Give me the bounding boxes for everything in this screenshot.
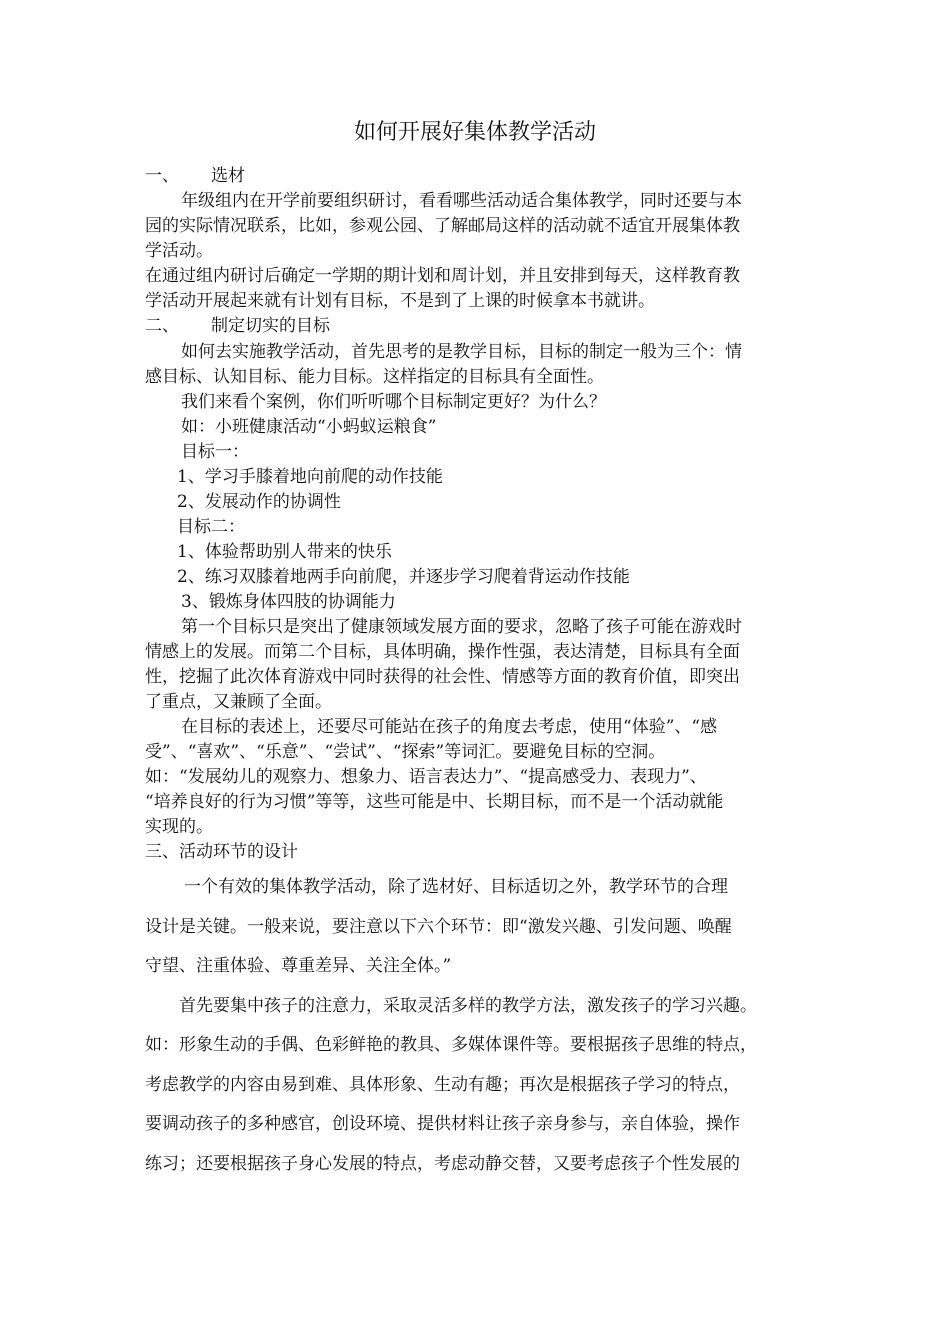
paragraph-line: 如何去实施教学活动，首先思考的是教学目标，目标的制定一般为三个：情 [181, 342, 742, 362]
paragraph-line: 园的实际情况联系，比如，参观公园、了解邮局这样的活动就不适宜开展集体教 [145, 216, 740, 236]
list-heading: 目标二： [177, 517, 245, 537]
paragraph-line: 学活动开展起来就有计划有目标，不是到了上课的时候拿本书就讲。 [145, 291, 655, 311]
paragraph-line: 受”、“喜欢”、“乐意”、“尝试”、“探索”等词汇。要避免目标的空洞。 [145, 742, 666, 762]
paragraph-line: 设计是关键。一般来说，要注意以下六个环节：即“激发兴趣、引发问题、唤醒 [145, 917, 732, 937]
paragraph-line: 感目标、认知目标、能力目标。这样指定的目标具有全面性。 [145, 367, 604, 387]
paragraph-line: “培养良好的行为习惯”等等，这些可能是中、长期目标，而不是一个活动就能 [145, 792, 724, 812]
section-number: 一、 [145, 166, 179, 186]
list-item: 2、练习双膝着地两手向前爬，并逐步学习爬着背运动作技能 [177, 567, 630, 587]
paragraph-line: 情感上的发展。而第二个目标，具体明确，操作性强，表达清楚，目标具有全面 [145, 642, 740, 662]
paragraph-line: 如：小班健康活动“小蚂蚁运粮食” [181, 417, 437, 437]
paragraph-line: 首先要集中孩子的注意力，采取灵活多样的教学方法，激发孩子的学习兴趣。 [179, 996, 757, 1016]
list-item: 1、学习手膝着地向前爬的动作技能 [177, 467, 443, 487]
paragraph-line: 第一个目标只是突出了健康领域发展方面的要求，忽略了孩子可能在游戏时 [181, 617, 742, 637]
section-heading-1 [145, 163, 245, 189]
paragraph-line: 守望、注重体验、尊重差异、关注全体。” [145, 956, 452, 976]
paragraph-line: 学活动。 [145, 241, 213, 261]
list-heading: 目标一： [181, 442, 249, 462]
paragraph-line: 考虑教学的内容由易到难、具体形象、生动有趣；再次是根据孩子学习的特点， [145, 1075, 740, 1095]
paragraph-line: 如：形象生动的手偶、色彩鲜艳的教具、多媒体课件等。要根据孩子思维的特点， [145, 1035, 757, 1055]
section-heading-2 [145, 313, 330, 339]
section-title: 选材 [211, 166, 245, 186]
section-title: 制定切实的目标 [211, 316, 330, 336]
paragraph-line: 我们来看个案例，你们听听哪个目标制定更好？为什么？ [181, 392, 606, 412]
paragraph-line: 一个有效的集体教学活动，除了选材好、目标适切之外，教学环节的合理 [184, 877, 728, 897]
paragraph-line: 了重点，又兼顾了全面。 [145, 692, 332, 712]
section-number: 二、 [145, 316, 179, 336]
paragraph-line: 要调动孩子的多种感官，创设环境、提供材料让孩子亲身参与，亲自体验，操作 [145, 1114, 740, 1134]
page-title: 如何开展好集体教学活动 [353, 120, 596, 145]
paragraph-line: 如：“发展幼儿的观察力、想象力、语言表达力”、“提高感受力、表现力”、 [145, 767, 707, 787]
list-item: 2、发展动作的协调性 [177, 492, 341, 512]
list-item: 1、体验帮助别人带来的快乐 [177, 542, 392, 562]
paragraph-line: 在通过组内研讨后确定一学期的期计划和周计划，并且安排到每天，这样教育教 [145, 266, 740, 286]
section-heading-3: 三、活动环节的设计 [145, 842, 298, 862]
paragraph-line: 性，挖掘了此次体育游戏中同时获得的社会性、情感等方面的教育价值，即突出 [145, 667, 740, 687]
paragraph-line: 在目标的表述上，还要尽可能站在孩子的角度去考虑，使用“体验”、“感 [181, 717, 718, 737]
paragraph-line: 实现的。 [145, 817, 213, 837]
paragraph-line: 练习；还要根据孩子身心发展的特点，考虑动静交替，又要考虑孩子个性发展的 [145, 1154, 740, 1174]
list-item: 3、锻炼身体四肢的协调能力 [181, 592, 396, 612]
paragraph-line: 年级组内在开学前要组织研讨，看看哪些活动适合集体教学，同时还要与本 [181, 191, 742, 211]
